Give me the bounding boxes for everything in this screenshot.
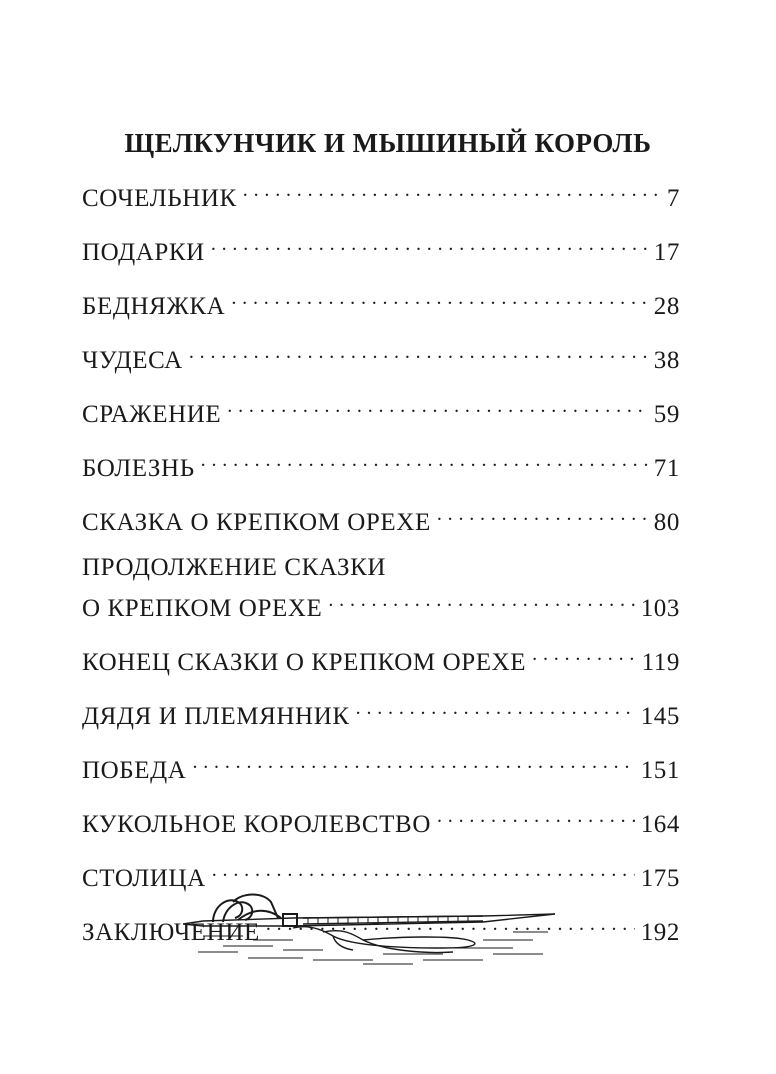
toc-entry-page: 7 [666, 185, 680, 212]
toc-entry-label: О КРЕПКОМ ОРЕХЕ [82, 595, 323, 622]
toc-entry-label: ЧУДЕСА [82, 347, 183, 374]
toc-entry[interactable] [82, 552, 680, 625]
toc-entry-page: 59 [653, 401, 680, 428]
toc-entry-page: 119 [641, 649, 680, 676]
dot-leader [212, 854, 635, 886]
toc-entry[interactable] [82, 800, 680, 841]
toc-entry-label: ДЯДЯ И ПЛЕМЯННИК [82, 703, 350, 730]
dot-leader [192, 746, 634, 778]
toc-entry-page: 80 [653, 509, 680, 536]
toc-entry-page: 151 [640, 757, 680, 784]
toc-entry-label: СРАЖЕНИЕ [82, 401, 222, 428]
toc-entry-label: СТОЛИЦА [82, 865, 206, 892]
toc-entry-page: 71 [653, 455, 680, 482]
toc-entry-label: СОЧЕЛЬНИК [82, 185, 237, 212]
toc-entry[interactable] [82, 746, 680, 787]
toc-entry[interactable] [82, 282, 680, 323]
toc-entry-page: 17 [653, 239, 680, 266]
toc-entry[interactable] [82, 174, 680, 215]
dot-leader [437, 498, 648, 530]
dot-leader [356, 692, 635, 724]
toc-entry-label: БЕДНЯЖКА [82, 293, 226, 320]
sword-and-scabbard-icon [183, 888, 558, 968]
toc-entry[interactable] [82, 336, 680, 377]
dot-leader [227, 390, 648, 422]
toc-entry-page: 145 [640, 703, 680, 730]
dot-leader [231, 282, 647, 314]
toc-entry[interactable] [82, 228, 680, 269]
toc-entry-page: 175 [640, 865, 680, 892]
dot-leader [328, 584, 634, 616]
dot-leader [211, 228, 648, 260]
dot-leader [437, 800, 635, 832]
toc-entry-label-first-line: ПРОДОЛЖЕНИЕ СКАЗКИ [82, 554, 387, 581]
table-of-contents [82, 174, 680, 962]
dot-leader [243, 174, 661, 206]
dot-leader [201, 444, 648, 476]
toc-entry[interactable] [82, 444, 680, 485]
toc-entry-label: БОЛЕЗНЬ [82, 455, 195, 482]
toc-entry-label: КОНЕЦ СКАЗКИ О КРЕПКОМ ОРЕХЕ [82, 649, 527, 676]
toc-entry-page: 38 [653, 347, 680, 374]
toc-entry-label: ПОБЕДА [82, 757, 187, 784]
toc-entry-label: СКАЗКА О КРЕПКОМ ОРЕХЕ [82, 509, 431, 536]
toc-entry-page: 28 [653, 293, 680, 320]
toc-title: ЩЕЛКУНЧИК И МЫШИНЫЙ КОРОЛЬ [124, 128, 652, 158]
toc-entry[interactable] [82, 498, 680, 539]
toc-entry-page: 103 [640, 595, 680, 622]
toc-entry[interactable] [82, 692, 680, 733]
dot-leader [532, 638, 635, 670]
toc-entry-page: 192 [640, 919, 680, 946]
toc-entry[interactable] [82, 638, 680, 679]
dot-leader [189, 336, 648, 368]
toc-entry-label: КУКОЛЬНОЕ КОРОЛЕВСТВО [82, 811, 431, 838]
toc-entry-label: ПОДАРКИ [82, 239, 205, 266]
toc-entry[interactable] [82, 390, 680, 431]
toc-entry-page: 164 [640, 811, 680, 838]
toc-entry-label: ЗАКЛЮЧЕНИЕ [82, 919, 260, 946]
